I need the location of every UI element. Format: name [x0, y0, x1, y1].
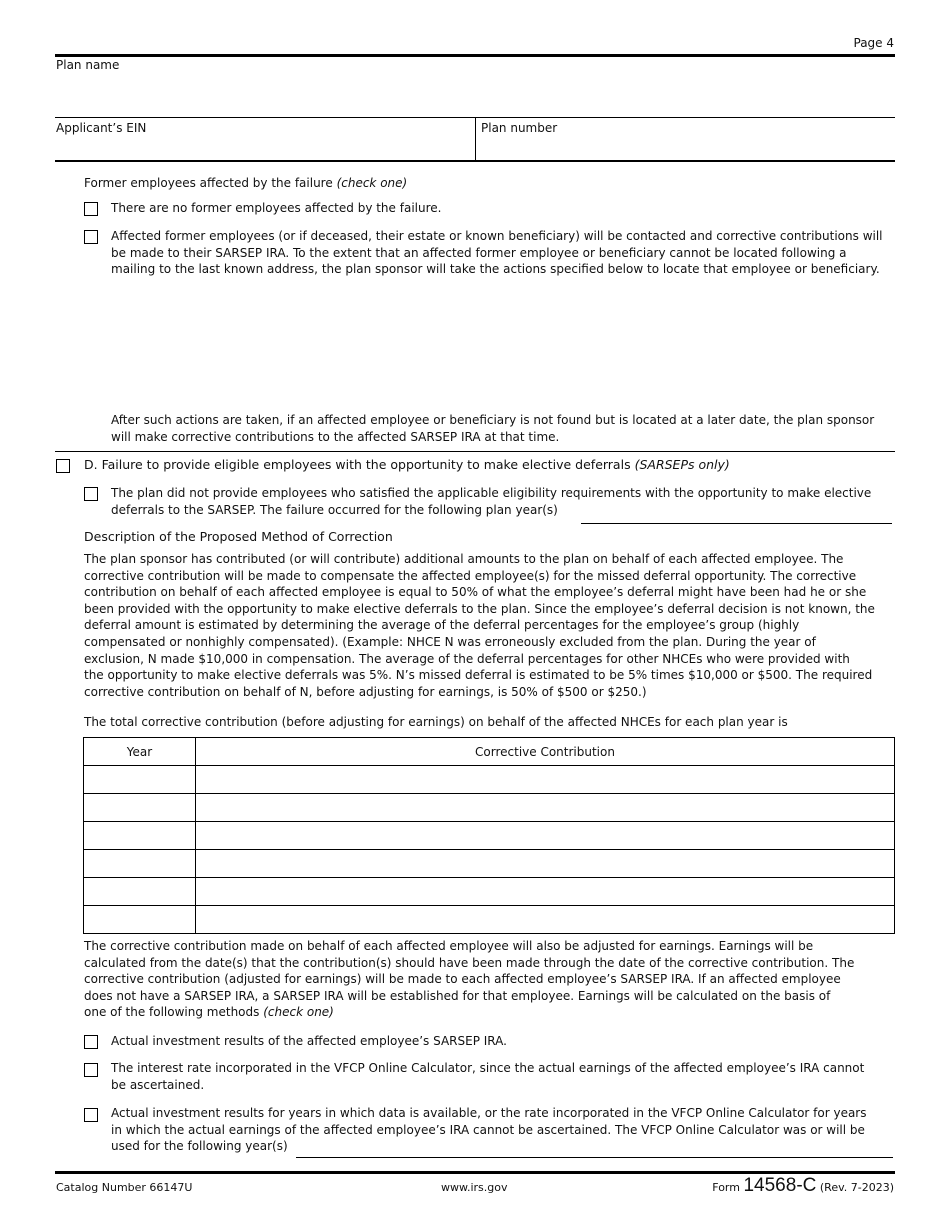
contribution-cell[interactable]	[196, 850, 895, 878]
field-divider	[475, 117, 476, 161]
affected-former-employees-text: Affected former employees (or if deceased, their estate or known beneficiary) will be contacted and corrective contributions will be made to their SARSEP IRA. To the extent that an affected former employee or beneficiary cannot be located following a mailing to the last known address, the plan sponsor will take the actions specified below to locate that employee or beneficiary.	[111, 229, 883, 276]
year-cell[interactable]	[84, 906, 196, 934]
section-d-checkbox[interactable]	[56, 459, 70, 473]
contribution-cell[interactable]	[196, 906, 895, 934]
mixed-method-text: Actual investment results for years in which data is available, or the rate incorporated in the VFCP Online Calculator for years in which the actual earnings of the affected employee’s IRA cannot be ascertained. The VFCP Online Calculator was or will be used for the following year(s)	[111, 1106, 867, 1153]
year-cell[interactable]	[84, 850, 196, 878]
year-cell[interactable]	[84, 878, 196, 906]
contribution-cell[interactable]	[196, 822, 895, 850]
earnings-description: The corrective contribution made on behalf of each affected employee will also be adjusted for earnings. Earnings will be calculated from the date(s) that the contribution(s) should have been made through the date of the corrective contribution. The corrective contribution (adjusted for earnings) will be made to each affected employee’s SARSEP IRA. If an affected employee does not have a SARSEP IRA, a SARSEP IRA will be established for that employee. Earnings will be calculated on the basis of one of the following methods (check one)	[84, 939, 855, 1020]
top-rule	[55, 54, 895, 57]
plan-number-input[interactable]	[478, 137, 894, 159]
catalog-number: Catalog Number 66147U	[56, 1181, 193, 1194]
applicant-ein-label: Applicant’s EIN	[56, 121, 147, 135]
after-actions-text: After such actions are taken, if an affected employee or beneficiary is not found but is located at a later date, the plan sponsor will make corrective contributions to the affected SARSEP IRA at that time.	[111, 413, 875, 444]
applicant-ein-input[interactable]	[55, 137, 473, 159]
total-contribution-line: The total corrective contribution (before adjusting for earnings) on behalf of the affected NHCEs for each plan year is	[84, 715, 788, 729]
table-row	[84, 794, 895, 822]
plan-name-label: Plan name	[56, 58, 120, 72]
no-former-employees-checkbox[interactable]	[84, 202, 98, 216]
plan-did-not-provide-checkbox[interactable]	[84, 487, 98, 501]
contribution-cell[interactable]	[196, 766, 895, 794]
no-former-employees-label: There are no former employees affected by the failure.	[111, 201, 442, 215]
correction-description: The plan sponsor has contributed (or will contribute) additional amounts to the plan on behalf of each affected employee. The corrective contribution will be made to compensate the affected employee(s) for the missed deferral opportunity. The corrective contribution on behalf of each affected employee is equal to 50% of what the employee’s deferral might have been had he or she been provided with the opportunity to make elective deferrals to the plan. Since the employee’s deferral decision is not known, the deferral amount is estimated by determining the average of the deferral percentages for the employee’s group (highly compensated or nonhighly compensated). (Example: NHCE N was erroneously excluded from the plan. During the year of exclusion, N made $10,000 in compensation. The average of the deferral percentages for other NHCEs who were provided with the opportunity to make elective deferrals was 5%. N’s missed deferral is estimated to be 5% times $10,000 or $500. The required corrective contribution on behalf of N, before adjusting for earnings, is 50% of $500 or $250.)	[84, 552, 875, 699]
form-number: 14568-C	[743, 1175, 817, 1196]
irs-website-link[interactable]: www.irs.gov	[441, 1181, 508, 1194]
table-row	[84, 766, 895, 794]
failure-plan-years-input[interactable]	[581, 504, 892, 523]
calculator-years-underline	[296, 1157, 893, 1158]
footer-rule	[55, 1171, 895, 1174]
page-number: Page 4	[853, 36, 894, 50]
table-row	[84, 850, 895, 878]
corrective-contribution-table	[83, 737, 895, 934]
table-header-row	[84, 738, 895, 766]
form-identifier: Form 14568-C (Rev. 7-2023)	[712, 1175, 894, 1196]
table-row	[84, 906, 895, 934]
table-row	[84, 822, 895, 850]
year-cell[interactable]	[84, 766, 196, 794]
fields-bottom-rule	[55, 160, 895, 162]
year-cell[interactable]	[84, 794, 196, 822]
vfcp-rate-checkbox[interactable]	[84, 1063, 98, 1077]
actual-investment-checkbox[interactable]	[84, 1035, 98, 1049]
year-cell[interactable]	[84, 822, 196, 850]
mixed-method-checkbox[interactable]	[84, 1108, 98, 1122]
plan-number-label: Plan number	[481, 121, 558, 135]
year-column-header: Year	[84, 738, 196, 766]
plan-name-input[interactable]	[55, 74, 895, 116]
affected-former-employees-checkbox[interactable]	[84, 230, 98, 244]
contribution-cell[interactable]	[196, 878, 895, 906]
section-c-end-rule	[55, 451, 895, 452]
contribution-column-header: Corrective Contribution	[196, 738, 895, 766]
plan-did-not-provide-text: The plan did not provide employees who satisfied the applicable eligibility requirements with the opportunity to make elective deferrals to the SARSEP. The failure occurred for the following plan year(s)	[111, 486, 872, 517]
section-d-title: D. Failure to provide eligible employees with the opportunity to make elective deferrals (SARSEPs only)	[84, 457, 730, 472]
table-row	[84, 878, 895, 906]
method-heading: Description of the Proposed Method of Correction	[84, 529, 393, 544]
former-employees-heading: Former employees affected by the failure (check one)	[84, 176, 408, 190]
contribution-cell[interactable]	[196, 794, 895, 822]
locate-actions-textarea[interactable]	[111, 282, 894, 408]
failure-plan-years-underline	[581, 523, 892, 524]
vfcp-rate-text: The interest rate incorporated in the VFCP Online Calculator, since the actual earnings of the affected employee’s IRA cannot be ascertained.	[111, 1061, 865, 1092]
actual-investment-label: Actual investment results of the affected employee’s SARSEP IRA.	[111, 1034, 507, 1048]
calculator-years-input[interactable]	[296, 1139, 893, 1157]
